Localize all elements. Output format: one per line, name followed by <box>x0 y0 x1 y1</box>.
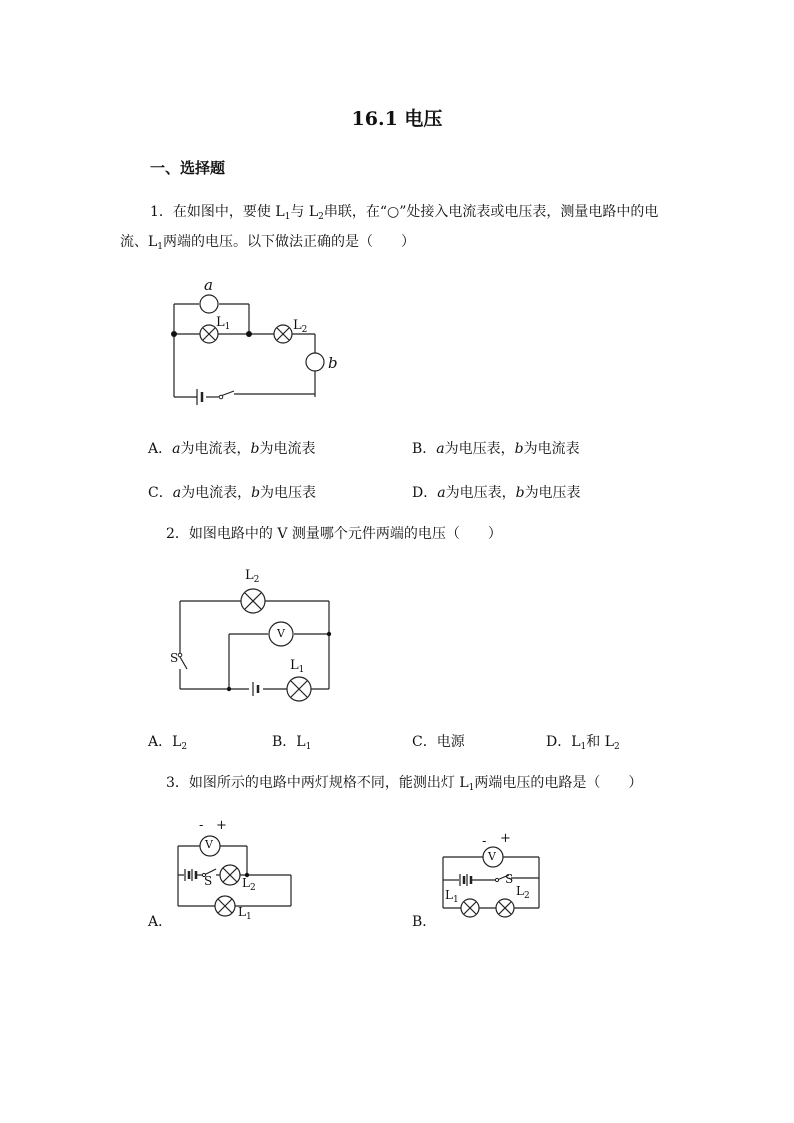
question-2-text: 2．如图电路中的 V 测量哪个元件两端的电压（ ） <box>166 526 502 542</box>
q3-option-a[interactable]: A． <box>148 914 173 930</box>
label-s: S <box>170 651 179 665</box>
q1-option-c[interactable]: C．a为电流表，b为电压表 <box>148 485 317 501</box>
question-3-circuit-a <box>170 818 300 928</box>
question-1-line-1: 1．在如图中，要使 $L_1$与 $L_2$串联，在“○”处接入电流表或电压表，测量电路中的电 <box>150 204 659 222</box>
meter-b-circle <box>306 353 324 371</box>
lamp-l1-icon <box>215 896 235 916</box>
lamp-l2-icon <box>274 325 292 343</box>
label-l1: $L_1$ <box>238 905 252 922</box>
voltmeter-label: V <box>277 627 285 640</box>
label-l2: $L_2$ <box>293 318 308 335</box>
junction-dot <box>227 687 231 691</box>
voltmeter-label: V <box>488 850 496 863</box>
label-a: a <box>204 276 213 294</box>
label-s: S <box>204 874 213 888</box>
label-l2: $L_2$ <box>242 876 256 893</box>
q1-option-a[interactable]: A．a为电流表，b为电流表 <box>148 441 316 457</box>
junction-dot <box>327 632 331 636</box>
q2-option-a[interactable]: A．$L_2$ <box>148 734 188 752</box>
label-l1: $L_1$ <box>216 315 231 332</box>
lamp-l2-icon <box>496 899 514 917</box>
label-s: S <box>505 872 514 886</box>
q2-option-c[interactable]: C．电源 <box>412 734 465 750</box>
plus-sign: + <box>500 831 511 846</box>
voltmeter-label: V <box>205 838 213 851</box>
label-l2: $L_2$ <box>516 884 530 901</box>
label-l1: $L_1$ <box>445 888 459 905</box>
label-b: b <box>328 354 338 372</box>
label-l2: $L_2$ <box>245 568 260 585</box>
switch-contact <box>178 653 182 657</box>
plus-sign: + <box>216 818 227 833</box>
question-3-text: 3．如图所示的电路中两灯规格不同，能测出灯 $L_1$两端电压的电路是（ ） <box>166 775 643 793</box>
minus-sign: - <box>482 834 487 849</box>
q3-option-b[interactable]: B． <box>412 914 437 930</box>
lamp-l2-icon <box>220 865 240 885</box>
switch-contact <box>219 395 223 399</box>
question-2-circuit <box>165 585 345 705</box>
switch-contact <box>495 878 498 881</box>
minus-sign: - <box>199 818 204 833</box>
lamp-l1-icon <box>287 677 311 701</box>
lamp-l2-icon <box>241 589 265 613</box>
page-title: 16.1 电压 <box>351 108 443 130</box>
section-heading: 一、选择题 <box>150 159 226 177</box>
question-1-circuit <box>160 275 360 410</box>
q2-option-d[interactable]: D．$L_1$和 $L_2$ <box>546 734 620 752</box>
q2-option-b[interactable]: B．$L_1$ <box>272 734 312 752</box>
label-l1: $L_1$ <box>290 658 305 675</box>
lamp-l1-icon <box>461 899 479 917</box>
question-1-line-2: 流、$L_1$两端的电压。以下做法正确的是（ ） <box>120 234 416 252</box>
q1-option-d[interactable]: D．a为电压表，b为电压表 <box>412 485 581 501</box>
junction-dot <box>171 331 177 337</box>
ammeter-a-circle <box>200 295 218 313</box>
junction-dot <box>246 331 252 337</box>
question-3-circuit-b <box>435 835 550 920</box>
q1-option-b[interactable]: B．a为电压表，b为电流表 <box>412 441 580 457</box>
